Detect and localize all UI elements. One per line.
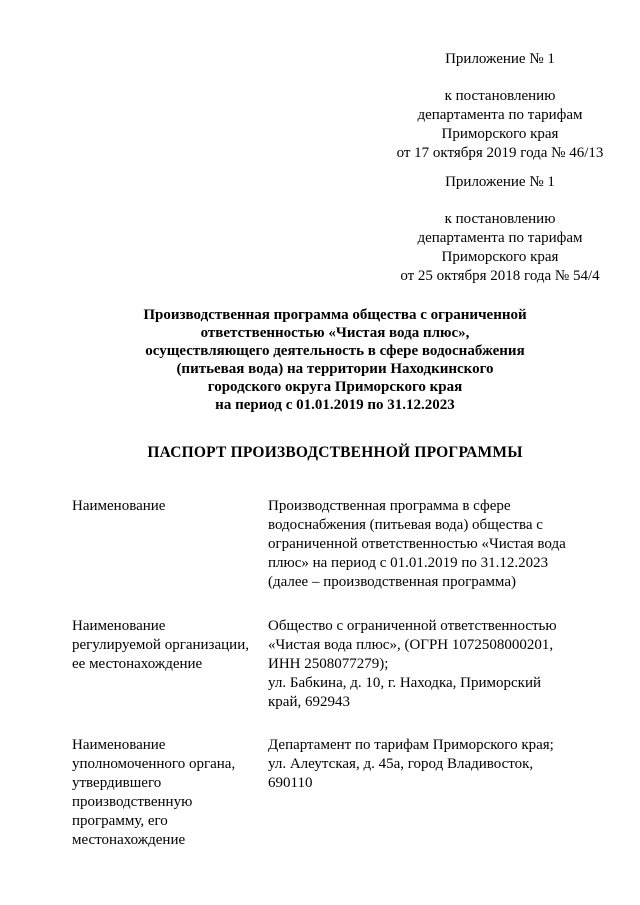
label-line: программу, его [72,813,168,829]
title-line: на период с 01.01.2019 по 31.12.2023 [215,397,455,413]
appendix-line: департамента по тарифам [417,107,583,123]
value-line: водоснабжения (питьевая вода) общества с [268,517,543,533]
value-line: край, 692943 [268,694,350,710]
passport-row-value [268,497,598,592]
value-line: «Чистая вода плюс», (ОГРН 1072508000201, [268,637,554,653]
label-line: уполномоченного органа, [72,756,236,772]
appendix-line: департамента по тарифам [417,230,583,246]
title-line: (питьевая вода) на территории Находкинского [176,361,494,377]
value-line: Производственная программа в сфере [268,498,511,514]
label-line: Наименование [72,498,166,514]
title-line: городского округа Приморского края [207,379,463,395]
value-line: плюс» на период с 01.01.2019 по 31.12.2023 [268,555,549,571]
appendix-label: Приложение № 1 [445,174,555,190]
label-line: ее местонахождение [72,656,203,672]
appendix-date-line: от 25 октября 2018 года № 54/4 [400,268,600,284]
value-line: 690110 [268,775,313,791]
label-line: производственную [72,794,193,810]
passport-heading: ПАСПОРТ ПРОИЗВОДСТВЕННОЙ ПРОГРАММЫ [147,444,523,461]
value-line: Департамент по тарифам Приморского края; [268,737,554,753]
value-line: ограниченной ответственностью «Чистая вода [268,536,566,552]
value-line: Общество с ограниченной ответственностью [268,618,557,634]
passport-row-label [72,497,257,516]
label-line: утвердившего [72,775,162,791]
appendix-line: к постановлению [444,88,556,104]
value-line: ул. Бабкина, д. 10, г. Находка, Приморский [268,675,542,691]
value-line: ул. Алеутская, д. 45а, город Владивосток, [268,756,534,772]
value-line: ИНН 2508077279); [268,656,389,672]
appendix-label: Приложение № 1 [445,51,555,67]
title-line: Производственная программа общества с ограниченной [143,307,527,323]
appendix-block-2019 [380,50,620,163]
appendix-block-2018 [380,173,620,286]
label-line: Наименование [72,618,166,634]
label-line: местонахождение [72,832,186,848]
title-line: осуществляющего деятельность в сфере водоснабжения [145,343,525,359]
appendix-line: к постановлению [444,211,556,227]
passport-row-value [268,617,598,712]
appendix-line: Приморского края [441,126,559,142]
passport-row-label [72,736,257,850]
value-line: (далее – производственная программа) [268,574,516,590]
document-title [90,306,580,414]
label-line: регулируемой организации, [72,637,249,653]
passport-row-value [268,736,598,793]
appendix-date-line: от 17 октября 2019 года № 46/13 [396,145,604,161]
title-line: ответственностью «Чистая вода плюс», [200,325,470,341]
label-line: Наименование [72,737,166,753]
appendix-line: Приморского края [441,249,559,265]
passport-row-label [72,617,257,674]
